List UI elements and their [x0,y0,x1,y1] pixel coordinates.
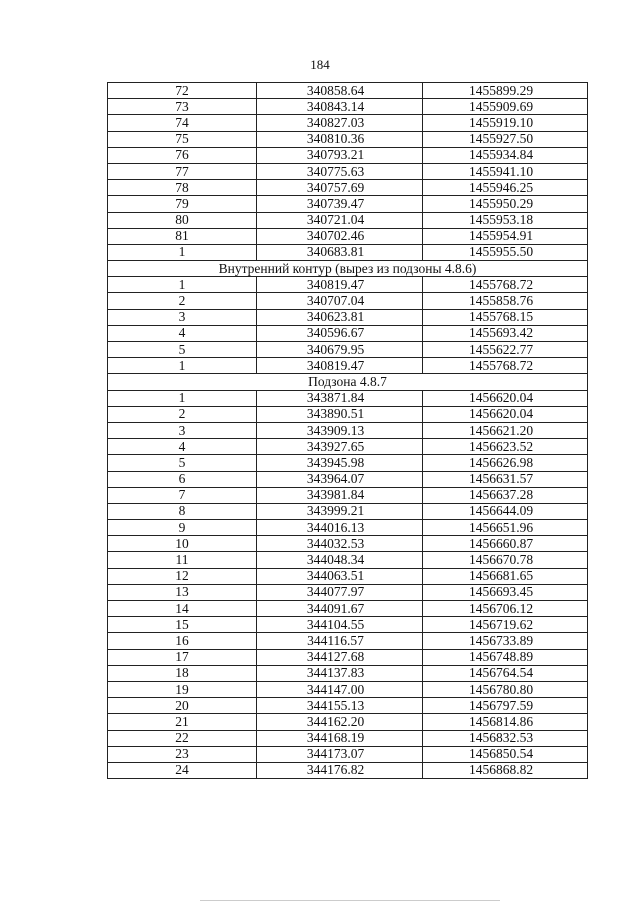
point-number-cell: 16 [108,633,257,649]
x-coordinate-cell: 340679.95 [257,342,423,358]
table-row [108,681,588,697]
x-coordinate-cell: 343964.07 [257,471,423,487]
table-row [108,633,588,649]
section-heading: Подзона 4.8.7 [108,374,588,390]
y-coordinate-cell: 1456868.82 [423,762,588,778]
x-coordinate-cell: 340858.64 [257,83,423,99]
point-number-cell: 77 [108,163,257,179]
table-row [108,665,588,681]
y-coordinate-cell: 1456814.86 [423,714,588,730]
point-number-cell: 1 [108,390,257,406]
table-row [108,649,588,665]
table-row [108,390,588,406]
point-number-cell: 5 [108,342,257,358]
table-row [108,196,588,212]
x-coordinate-cell: 344155.13 [257,698,423,714]
point-number-cell: 23 [108,746,257,762]
x-coordinate-cell: 344116.57 [257,633,423,649]
x-coordinate-cell: 343945.98 [257,455,423,471]
x-coordinate-cell: 344162.20 [257,714,423,730]
table-row [108,520,588,536]
y-coordinate-cell: 1456631.57 [423,471,588,487]
point-number-cell: 79 [108,196,257,212]
page-number: 184 [310,57,330,72]
table-row [108,228,588,244]
y-coordinate-cell: 1456621.20 [423,422,588,438]
table-row [108,471,588,487]
point-number-cell: 12 [108,568,257,584]
table-row [108,714,588,730]
section-heading-row [108,374,588,390]
table-row [108,422,588,438]
table-row [108,325,588,341]
table-row [108,99,588,115]
point-number-cell: 78 [108,180,257,196]
y-coordinate-cell: 1456620.04 [423,390,588,406]
x-coordinate-cell: 344173.07 [257,746,423,762]
point-number-cell: 6 [108,471,257,487]
table-row [108,163,588,179]
y-coordinate-cell: 1455693.42 [423,325,588,341]
table-row [108,406,588,422]
y-coordinate-cell: 1456719.62 [423,617,588,633]
point-number-cell: 74 [108,115,257,131]
y-coordinate-cell: 1456623.52 [423,439,588,455]
point-number-cell: 15 [108,617,257,633]
table-row [108,584,588,600]
scan-artifact-line [200,900,500,901]
y-coordinate-cell: 1456850.54 [423,746,588,762]
x-coordinate-cell: 340702.46 [257,228,423,244]
point-number-cell: 81 [108,228,257,244]
point-number-cell: 13 [108,584,257,600]
y-coordinate-cell: 1455768.15 [423,309,588,325]
y-coordinate-cell: 1456670.78 [423,552,588,568]
point-number-cell: 7 [108,487,257,503]
table-row [108,131,588,147]
table-row [108,439,588,455]
x-coordinate-cell: 344091.67 [257,601,423,617]
coordinates-table-body [108,83,588,779]
x-coordinate-cell: 344032.53 [257,536,423,552]
y-coordinate-cell: 1455954.91 [423,228,588,244]
table-row [108,601,588,617]
table-row [108,552,588,568]
x-coordinate-cell: 343909.13 [257,422,423,438]
y-coordinate-cell: 1456660.87 [423,536,588,552]
point-number-cell: 9 [108,520,257,536]
y-coordinate-cell: 1455946.25 [423,180,588,196]
table-row [108,244,588,260]
x-coordinate-cell: 344147.00 [257,681,423,697]
table-row [108,617,588,633]
point-number-cell: 72 [108,83,257,99]
y-coordinate-cell: 1455955.50 [423,244,588,260]
point-number-cell: 19 [108,681,257,697]
y-coordinate-cell: 1456797.59 [423,698,588,714]
point-number-cell: 1 [108,277,257,293]
point-number-cell: 80 [108,212,257,228]
y-coordinate-cell: 1456764.54 [423,665,588,681]
point-number-cell: 24 [108,762,257,778]
x-coordinate-cell: 340596.67 [257,325,423,341]
x-coordinate-cell: 343927.65 [257,439,423,455]
y-coordinate-cell: 1456706.12 [423,601,588,617]
x-coordinate-cell: 343981.84 [257,487,423,503]
x-coordinate-cell: 340683.81 [257,244,423,260]
x-coordinate-cell: 344063.51 [257,568,423,584]
x-coordinate-cell: 344127.68 [257,649,423,665]
y-coordinate-cell: 1456693.45 [423,584,588,600]
table-row [108,358,588,374]
point-number-cell: 8 [108,503,257,519]
point-number-cell: 75 [108,131,257,147]
table-row [108,309,588,325]
point-number-cell: 10 [108,536,257,552]
table-row [108,455,588,471]
point-number-cell: 11 [108,552,257,568]
x-coordinate-cell: 340739.47 [257,196,423,212]
point-number-cell: 5 [108,455,257,471]
point-number-cell: 76 [108,147,257,163]
y-coordinate-cell: 1455768.72 [423,277,588,293]
table-row [108,730,588,746]
table-row [108,487,588,503]
point-number-cell: 17 [108,649,257,665]
y-coordinate-cell: 1456620.04 [423,406,588,422]
y-coordinate-cell: 1455941.10 [423,163,588,179]
table-row [108,212,588,228]
section-heading-row [108,261,588,277]
x-coordinate-cell: 340819.47 [257,358,423,374]
table-row [108,762,588,778]
table-row [108,503,588,519]
point-number-cell: 3 [108,309,257,325]
x-coordinate-cell: 340843.14 [257,99,423,115]
y-coordinate-cell: 1455768.72 [423,358,588,374]
x-coordinate-cell: 344137.83 [257,665,423,681]
x-coordinate-cell: 340810.36 [257,131,423,147]
point-number-cell: 73 [108,99,257,115]
point-number-cell: 18 [108,665,257,681]
table-row [108,147,588,163]
y-coordinate-cell: 1455919.10 [423,115,588,131]
table-row [108,293,588,309]
x-coordinate-cell: 340827.03 [257,115,423,131]
y-coordinate-cell: 1455622.77 [423,342,588,358]
x-coordinate-cell: 344176.82 [257,762,423,778]
table-row [108,115,588,131]
x-coordinate-cell: 340721.04 [257,212,423,228]
point-number-cell: 22 [108,730,257,746]
x-coordinate-cell: 344104.55 [257,617,423,633]
point-number-cell: 2 [108,406,257,422]
x-coordinate-cell: 340819.47 [257,277,423,293]
y-coordinate-cell: 1456651.96 [423,520,588,536]
y-coordinate-cell: 1456626.98 [423,455,588,471]
y-coordinate-cell: 1455927.50 [423,131,588,147]
x-coordinate-cell: 344016.13 [257,520,423,536]
point-number-cell: 3 [108,422,257,438]
y-coordinate-cell: 1456780.80 [423,681,588,697]
point-number-cell: 4 [108,325,257,341]
y-coordinate-cell: 1456733.89 [423,633,588,649]
point-number-cell: 14 [108,601,257,617]
y-coordinate-cell: 1456832.53 [423,730,588,746]
coordinates-table [107,82,588,779]
y-coordinate-cell: 1456748.89 [423,649,588,665]
x-coordinate-cell: 340793.21 [257,147,423,163]
x-coordinate-cell: 340775.63 [257,163,423,179]
x-coordinate-cell: 343999.21 [257,503,423,519]
x-coordinate-cell: 340757.69 [257,180,423,196]
table-row [108,746,588,762]
y-coordinate-cell: 1456644.09 [423,503,588,519]
y-coordinate-cell: 1455858.76 [423,293,588,309]
x-coordinate-cell: 344077.97 [257,584,423,600]
point-number-cell: 2 [108,293,257,309]
y-coordinate-cell: 1456681.65 [423,568,588,584]
table-row [108,83,588,99]
x-coordinate-cell: 343890.51 [257,406,423,422]
point-number-cell: 1 [108,358,257,374]
y-coordinate-cell: 1456637.28 [423,487,588,503]
x-coordinate-cell: 340623.81 [257,309,423,325]
y-coordinate-cell: 1455899.29 [423,83,588,99]
x-coordinate-cell: 344168.19 [257,730,423,746]
table-row [108,342,588,358]
x-coordinate-cell: 344048.34 [257,552,423,568]
point-number-cell: 20 [108,698,257,714]
y-coordinate-cell: 1455950.29 [423,196,588,212]
x-coordinate-cell: 340707.04 [257,293,423,309]
point-number-cell: 21 [108,714,257,730]
point-number-cell: 4 [108,439,257,455]
section-heading: Внутренний контур (вырез из подзоны 4.8.6) [108,261,588,277]
y-coordinate-cell: 1455909.69 [423,99,588,115]
table-row [108,536,588,552]
table-row [108,698,588,714]
table-row [108,568,588,584]
point-number-cell: 1 [108,244,257,260]
table-row [108,277,588,293]
y-coordinate-cell: 1455934.84 [423,147,588,163]
table-row [108,180,588,196]
x-coordinate-cell: 343871.84 [257,390,423,406]
y-coordinate-cell: 1455953.18 [423,212,588,228]
